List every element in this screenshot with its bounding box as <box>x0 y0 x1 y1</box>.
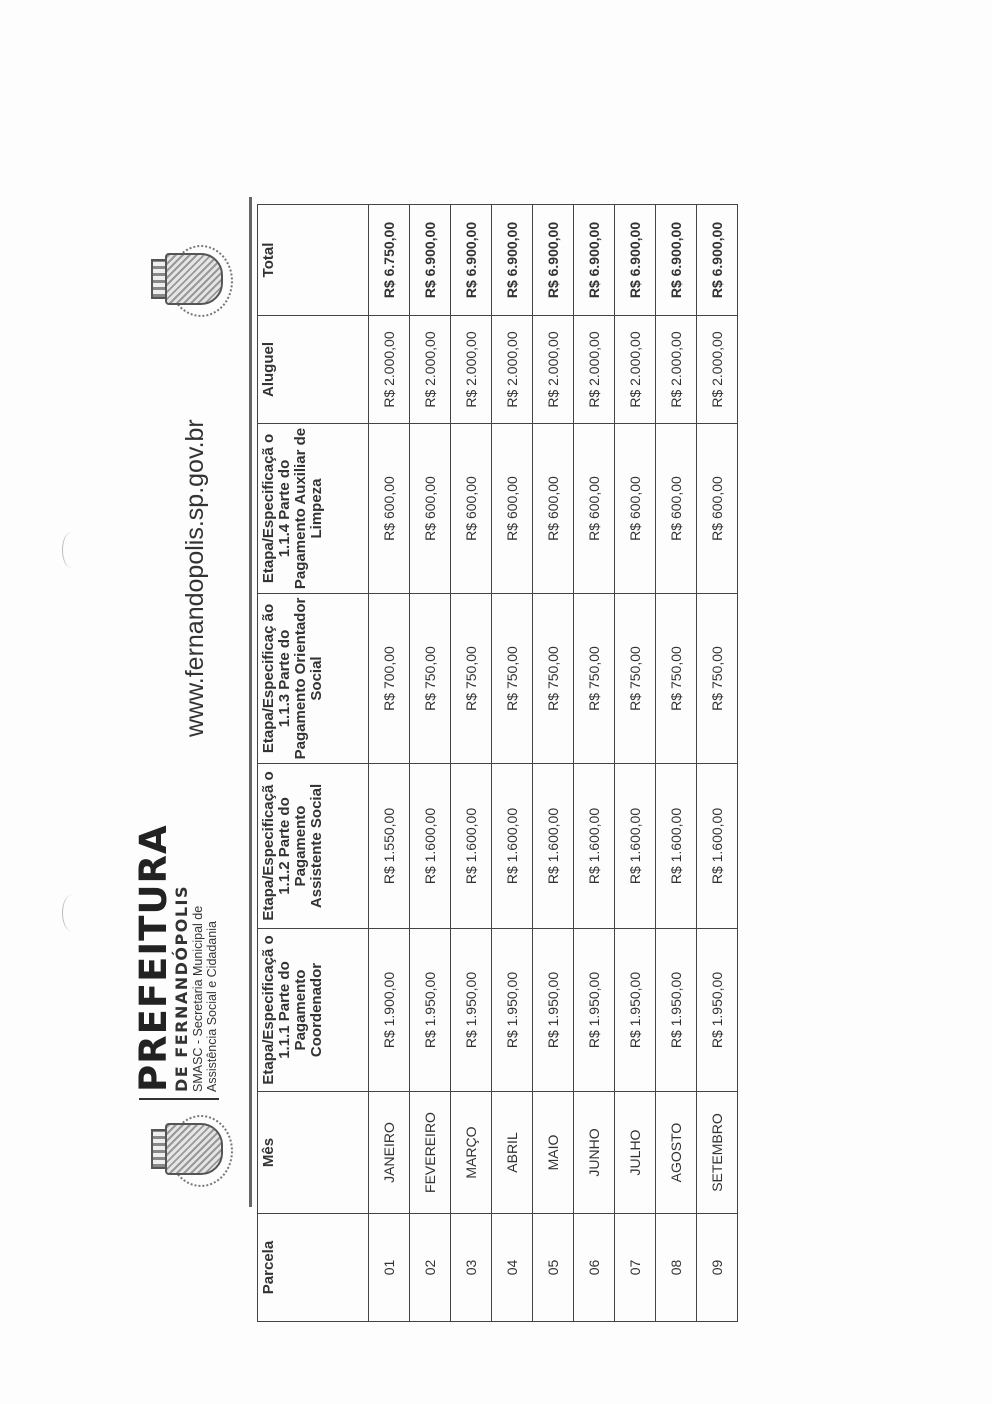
cell-orientador: R$ 750,00 <box>410 594 451 764</box>
cell-total: R$ 6.900,00 <box>656 205 697 316</box>
cell-month: FEVEREIRO <box>410 1092 451 1214</box>
cell-aluguel: R$ 2.000,00 <box>492 316 533 424</box>
cell-coordenador: R$ 1.900,00 <box>369 929 410 1092</box>
cell-assistente: R$ 1.600,00 <box>492 764 533 929</box>
cell-limpeza: R$ 600,00 <box>369 424 410 594</box>
cell-limpeza: R$ 600,00 <box>574 424 615 594</box>
column-header: Aluguel <box>258 316 369 424</box>
column-header: Parcela <box>258 1214 369 1322</box>
cell-limpeza: R$ 600,00 <box>410 424 451 594</box>
cell-assistente: R$ 1.600,00 <box>697 764 738 929</box>
cell-total: R$ 6.900,00 <box>697 205 738 316</box>
cell-parcela: 04 <box>492 1214 533 1322</box>
cell-orientador: R$ 750,00 <box>656 594 697 764</box>
cell-limpeza: R$ 600,00 <box>697 424 738 594</box>
cell-aluguel: R$ 2.000,00 <box>697 316 738 424</box>
cell-assistente: R$ 1.600,00 <box>615 764 656 929</box>
cell-aluguel: R$ 2.000,00 <box>615 316 656 424</box>
cell-orientador: R$ 750,00 <box>697 594 738 764</box>
rotated-document-sheet <box>61 77 931 1327</box>
table-row <box>410 205 451 1322</box>
cell-orientador: R$ 750,00 <box>615 594 656 764</box>
cell-parcela: 01 <box>369 1214 410 1322</box>
cell-month: JUNHO <box>574 1092 615 1214</box>
cell-orientador: R$ 750,00 <box>533 594 574 764</box>
prefeitura-logo <box>132 824 219 1092</box>
cell-limpeza: R$ 600,00 <box>451 424 492 594</box>
column-header: Mês <box>258 1092 369 1214</box>
cell-total: R$ 6.750,00 <box>369 205 410 316</box>
cell-month: MAIO <box>533 1092 574 1214</box>
column-header: Etapa/Especificaçã o 1.1.1 Parte do Pagamento Coordenador <box>258 929 369 1092</box>
column-header: Etapa/Especificaç ão 1.1.3 Parte do Pagamento Orientador Social <box>258 594 369 764</box>
cell-month: AGOSTO <box>656 1092 697 1214</box>
cell-parcela: 07 <box>615 1214 656 1322</box>
cell-coordenador: R$ 1.950,00 <box>697 929 738 1092</box>
cell-total: R$ 6.900,00 <box>492 205 533 316</box>
cell-parcela: 06 <box>574 1214 615 1322</box>
cell-limpeza: R$ 600,00 <box>615 424 656 594</box>
cell-assistente: R$ 1.600,00 <box>574 764 615 929</box>
table-row <box>574 205 615 1322</box>
cell-assistente: R$ 1.600,00 <box>410 764 451 929</box>
cell-limpeza: R$ 600,00 <box>656 424 697 594</box>
header-divider <box>249 197 252 1207</box>
brand-city: DE FERNANDÓPOLIS <box>172 884 191 1092</box>
cell-aluguel: R$ 2.000,00 <box>574 316 615 424</box>
cell-parcela: 05 <box>533 1214 574 1322</box>
letterhead <box>61 77 241 1327</box>
cell-total: R$ 6.900,00 <box>533 205 574 316</box>
cell-parcela: 02 <box>410 1214 451 1322</box>
cell-coordenador: R$ 1.950,00 <box>451 929 492 1092</box>
cell-month: MARÇO <box>451 1092 492 1214</box>
cell-aluguel: R$ 2.000,00 <box>533 316 574 424</box>
cell-orientador: R$ 750,00 <box>451 594 492 764</box>
table-row <box>492 205 533 1322</box>
cell-aluguel: R$ 2.000,00 <box>451 316 492 424</box>
cell-assistente: R$ 1.550,00 <box>369 764 410 929</box>
cell-total: R$ 6.900,00 <box>615 205 656 316</box>
cell-orientador: R$ 700,00 <box>369 594 410 764</box>
cell-coordenador: R$ 1.950,00 <box>492 929 533 1092</box>
cell-parcela: 08 <box>656 1214 697 1322</box>
table-row <box>533 205 574 1322</box>
coat-of-arms-icon <box>151 1115 231 1187</box>
cell-aluguel: R$ 2.000,00 <box>656 316 697 424</box>
table-row <box>369 205 410 1322</box>
brand-title: PREFEITURA <box>132 824 175 1092</box>
cell-total: R$ 6.900,00 <box>574 205 615 316</box>
cell-orientador: R$ 750,00 <box>492 594 533 764</box>
cell-month: JANEIRO <box>369 1092 410 1214</box>
cell-coordenador: R$ 1.950,00 <box>574 929 615 1092</box>
brand-department-cont: Assistência Social e Cidadania <box>205 921 219 1092</box>
cell-coordenador: R$ 1.950,00 <box>410 929 451 1092</box>
cell-month: JULHO <box>615 1092 656 1214</box>
cell-month: ABRIL <box>492 1092 533 1214</box>
cell-month: SETEMBRO <box>697 1092 738 1214</box>
table-row <box>656 205 697 1322</box>
column-header: Etapa/Especificaçã o 1.1.4 Parte do Pagamento Auxiliar de Limpeza <box>258 424 369 594</box>
cell-assistente: R$ 1.600,00 <box>656 764 697 929</box>
column-header: Total <box>258 205 369 316</box>
payment-schedule-table <box>257 204 738 1322</box>
table-row <box>615 205 656 1322</box>
coat-of-arms-icon <box>151 245 231 317</box>
cell-limpeza: R$ 600,00 <box>492 424 533 594</box>
cell-coordenador: R$ 1.950,00 <box>656 929 697 1092</box>
cell-aluguel: R$ 2.000,00 <box>410 316 451 424</box>
cell-limpeza: R$ 600,00 <box>533 424 574 594</box>
cell-orientador: R$ 750,00 <box>574 594 615 764</box>
cell-parcela: 03 <box>451 1214 492 1322</box>
cell-total: R$ 6.900,00 <box>410 205 451 316</box>
table-row <box>451 205 492 1322</box>
column-header: Etapa/Especificaçã o 1.1.2 Parte do Pagamento Assistente Social <box>258 764 369 929</box>
cell-aluguel: R$ 2.000,00 <box>369 316 410 424</box>
website-url: www.fernandopolis.sp.gov.br <box>181 419 209 737</box>
cell-coordenador: R$ 1.950,00 <box>533 929 574 1092</box>
table-row <box>697 205 738 1322</box>
table-header-row <box>258 205 369 1322</box>
cell-assistente: R$ 1.600,00 <box>451 764 492 929</box>
cell-coordenador: R$ 1.950,00 <box>615 929 656 1092</box>
cell-total: R$ 6.900,00 <box>451 205 492 316</box>
brand-department: SMASC - Secretaria Municipal de <box>191 905 205 1092</box>
cell-parcela: 09 <box>697 1214 738 1322</box>
cell-assistente: R$ 1.600,00 <box>533 764 574 929</box>
